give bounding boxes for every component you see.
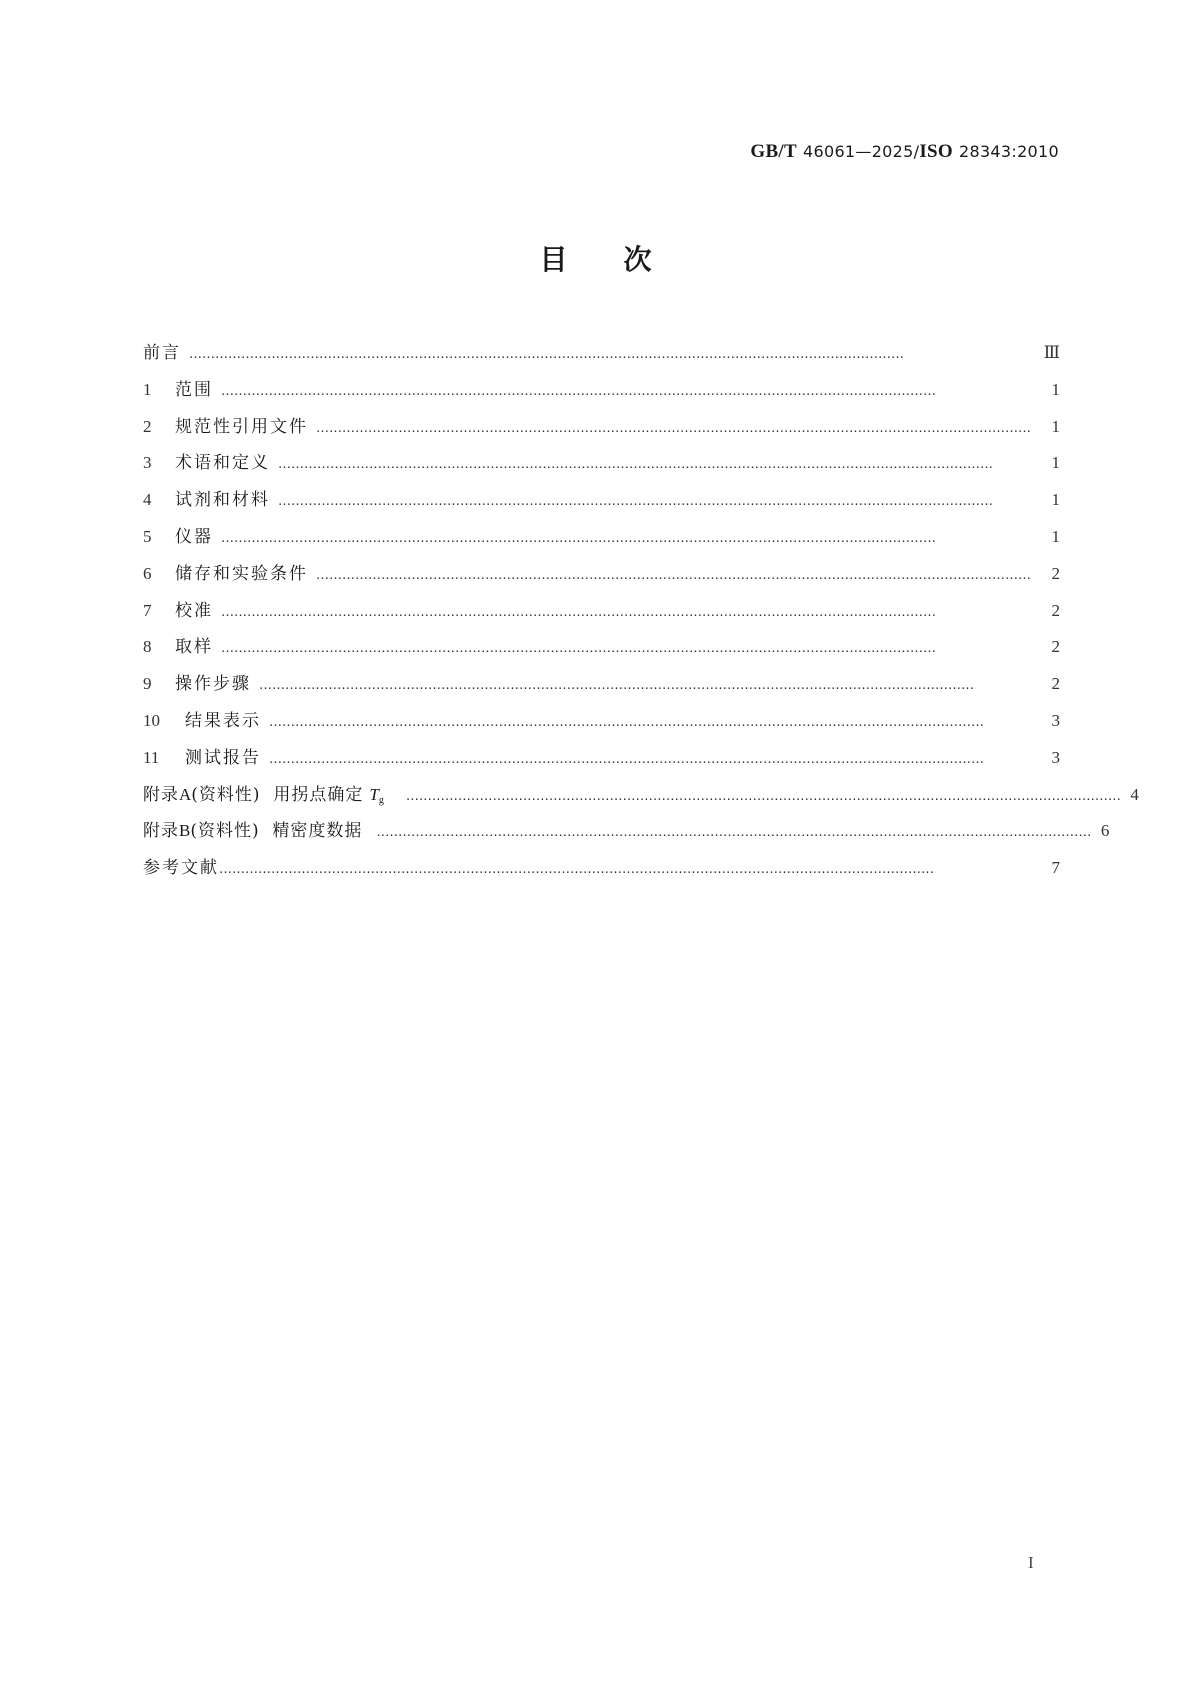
dot-leader: ………………………………………………………………………………………………………………………………………………… <box>405 788 1121 804</box>
toc-entry-label: 操作步骤 <box>175 674 251 695</box>
toc-entry-number: 1 <box>143 379 152 399</box>
toc-entry-page: 1 <box>1051 526 1060 546</box>
dot-leader: ………………………………………………………………………………………………………………………………………………… <box>376 825 1092 841</box>
symbol-subscript: g <box>378 794 384 806</box>
annex-title: 精密度数据 <box>272 821 363 842</box>
toc-entry-label: 取样 <box>175 637 213 658</box>
toc-entry-label <box>143 784 384 812</box>
toc-entry-number: 6 <box>143 563 152 583</box>
dot-leader: ………………………………………………………………………………………………………………………………………………… <box>219 862 934 878</box>
toc-entry-page: 2 <box>1051 637 1060 657</box>
toc-entry-3[interactable] <box>143 452 1060 489</box>
toc-entry-2[interactable] <box>143 416 1060 453</box>
toc-entry-page: 6 <box>1100 821 1110 841</box>
annex-letter: B <box>179 821 191 841</box>
toc-entry-6[interactable] <box>143 563 1060 600</box>
toc-entry-number: 7 <box>143 600 152 620</box>
dot-leader: ………………………………………………………………………………………………………………………………………………… <box>221 383 936 399</box>
toc-entry-1[interactable] <box>143 379 1060 416</box>
std-prefix: GB/T <box>750 141 797 162</box>
dot-leader: ………………………………………………………………………………………………………………………………………………… <box>316 420 1031 436</box>
toc-entry-4[interactable] <box>143 489 1060 526</box>
tg-symbol <box>369 785 383 804</box>
toc-entry-label: 术语和定义 <box>175 453 270 474</box>
toc-entry-number: 9 <box>143 674 152 694</box>
toc-entry-number: 2 <box>143 416 152 436</box>
toc-entry-page: 7 <box>1051 858 1060 878</box>
toc-entry-8[interactable] <box>143 636 1060 673</box>
toc-entry-label: 参考文献 <box>143 858 219 879</box>
toc-entry-page: 1 <box>1051 379 1060 399</box>
annex-type: (资料性) <box>191 784 261 805</box>
dot-leader: ………………………………………………………………………………………………………………………………………………… <box>269 751 984 767</box>
toc-entry-number: 5 <box>143 526 152 546</box>
toc-entry-page: 4 <box>1130 784 1139 804</box>
annex-type: (资料性) <box>190 821 260 842</box>
toc-entry-label: 结果表示 <box>185 710 261 731</box>
toc-entry-number: 3 <box>143 453 152 473</box>
toc-title: 目次 <box>539 243 708 276</box>
toc-entry-10[interactable] <box>143 710 1060 747</box>
toc-entry-page: 2 <box>1051 674 1060 694</box>
toc-entry-label <box>143 820 362 842</box>
toc-entry-page: 1 <box>1051 453 1060 473</box>
toc-entry-label: 前言 <box>143 343 181 363</box>
dot-leader: ………………………………………………………………………………………………………………………………………………… <box>221 604 936 620</box>
annex-prefix: 附录 <box>143 784 179 805</box>
toc-entry-page: 2 <box>1051 563 1060 583</box>
toc-entry-5[interactable] <box>143 526 1060 563</box>
toc-entry-label: 规范性引用文件 <box>175 416 308 437</box>
table-of-contents <box>143 342 1139 894</box>
dot-leader: ………………………………………………………………………………………………………………………………………………… <box>316 567 1031 583</box>
toc-entry-number: 8 <box>143 637 152 657</box>
dot-leader: ………………………………………………………………………………………………………………………………………………… <box>259 678 974 694</box>
toc-entry-page: 2 <box>1051 600 1060 620</box>
toc-entry-label: 范围 <box>175 379 213 400</box>
toc-entry-annex-a[interactable] <box>143 784 1139 821</box>
toc-entry-page: 3 <box>1051 747 1060 767</box>
toc-entry-foreword[interactable] <box>143 342 1060 379</box>
annex-letter: A <box>179 784 192 804</box>
dot-leader: ………………………………………………………………………………………………………………………………………………… <box>278 457 993 473</box>
toc-entry-label: 仪器 <box>175 526 213 547</box>
toc-entry-page: 3 <box>1051 710 1060 730</box>
dot-leader: ………………………………………………………………………………………………………………………………………………… <box>221 641 936 657</box>
toc-entry-page: Ⅲ <box>1043 343 1060 362</box>
toc-entry-11[interactable] <box>143 747 1060 784</box>
page-number: I <box>1028 1553 1034 1572</box>
dot-leader: ………………………………………………………………………………………………………………………………………………… <box>189 347 904 362</box>
toc-entry-number: 11 <box>143 747 160 767</box>
toc-entry-label: 储存和实验条件 <box>175 563 308 584</box>
std-code: 46061—2025/ <box>803 142 920 161</box>
toc-entry-page: 1 <box>1051 490 1060 510</box>
toc-entry-bibliography[interactable] <box>143 857 1060 894</box>
toc-entry-label: 测试报告 <box>185 747 261 768</box>
dot-leader: ………………………………………………………………………………………………………………………………………………… <box>221 530 936 546</box>
toc-entry-number: 4 <box>143 490 152 510</box>
dot-leader: ………………………………………………………………………………………………………………………………………………… <box>269 714 984 730</box>
annex-prefix: 附录 <box>143 821 179 842</box>
toc-entry-9[interactable] <box>143 673 1060 710</box>
annex-title: 用拐点确定 <box>273 784 364 805</box>
standard-number <box>750 141 1059 163</box>
toc-entry-page: 1 <box>1051 416 1060 436</box>
symbol-base: T <box>369 784 379 804</box>
toc-entry-label: 校准 <box>175 600 213 621</box>
toc-entry-number: 10 <box>143 710 160 730</box>
iso-code: 28343:2010 <box>958 142 1059 161</box>
toc-entry-label: 试剂和材料 <box>175 490 270 511</box>
dot-leader: ………………………………………………………………………………………………………………………………………………… <box>278 494 993 510</box>
iso-prefix: ISO <box>919 141 953 162</box>
toc-entry-annex-b[interactable] <box>143 820 1110 857</box>
toc-entry-7[interactable] <box>143 600 1060 637</box>
